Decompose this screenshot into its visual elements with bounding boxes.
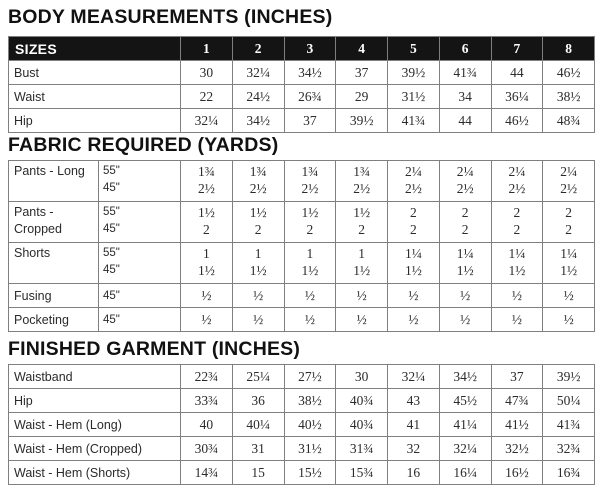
- fusing-size-5: ½: [388, 284, 440, 308]
- waist-hem-cropped-size-3: 31½: [284, 437, 336, 461]
- bust-size-3: 34½: [284, 61, 336, 85]
- pants-cropped-size-5: [388, 202, 440, 243]
- pants-long-size-6: [439, 161, 491, 202]
- waistband-size-8: 39½: [543, 365, 595, 389]
- pants-cropped-size-2: [232, 202, 284, 243]
- pocketing-size-6: ½: [439, 308, 491, 332]
- waist-hem-cropped-size-4: 31¾: [336, 437, 388, 461]
- waistband-size-4: 30: [336, 365, 388, 389]
- fabric-width: 45": [103, 264, 120, 276]
- yardage-55: 2¼: [404, 164, 422, 179]
- waist-hem-shorts-size-5: 16: [388, 461, 440, 485]
- fabric-width: 45": [99, 308, 181, 332]
- waist-hem-long-size-7: 41½: [491, 413, 543, 437]
- waist-hem-shorts-size-2: 15: [232, 461, 284, 485]
- hip-size-6: 44: [439, 109, 491, 133]
- hip-size-4: 39½: [336, 109, 388, 133]
- row-label: Waistband: [9, 365, 181, 389]
- fabric-required-heading: FABRIC REQUIRED (YARDS): [8, 134, 279, 156]
- fusing-size-7: ½: [491, 284, 543, 308]
- bust-size-2: 32¼: [232, 61, 284, 85]
- yardage-55: 2: [565, 205, 572, 220]
- fabric-width: 55": [103, 165, 120, 177]
- yardage-45: 2: [254, 222, 262, 237]
- waist-hem-cropped-size-2: 31: [232, 437, 284, 461]
- pocketing-size-7: ½: [491, 308, 543, 332]
- waistband-row: [9, 365, 595, 389]
- waistband-size-5: 32¼: [388, 365, 440, 389]
- waist-row: [9, 85, 595, 109]
- waist-hem-cropped-size-8: 32¾: [543, 437, 595, 461]
- pocketing-size-2: ½: [232, 308, 284, 332]
- yardage-45: 2½: [249, 181, 267, 196]
- row-label: Shorts: [9, 243, 99, 284]
- yardage-45: 1½: [353, 263, 371, 278]
- waist-hem-cropped-size-1: 30¾: [181, 437, 233, 461]
- yardage-55: 2¼: [560, 164, 578, 179]
- bust-size-5: 39½: [388, 61, 440, 85]
- pocketing-size-1: ½: [181, 308, 233, 332]
- shorts-size-1: [181, 243, 233, 284]
- shorts-size-2: [232, 243, 284, 284]
- hip-size-2: 34½: [232, 109, 284, 133]
- pocketing-size-8: ½: [543, 308, 595, 332]
- waistband-size-6: 34½: [439, 365, 491, 389]
- row-label-line: Cropped: [14, 222, 62, 236]
- pants-long-size-3: [284, 161, 336, 202]
- yardage-55: 1½: [301, 205, 319, 220]
- fabric-widths: [99, 161, 181, 202]
- shorts-size-5: [388, 243, 440, 284]
- yardage-45: 2: [358, 222, 365, 237]
- waist-hem-shorts-row: [9, 461, 595, 485]
- yardage-45: 1½: [404, 263, 422, 278]
- fabric-required-table: [8, 160, 595, 332]
- hip-row: [9, 109, 595, 133]
- row-label: Hip: [9, 109, 181, 133]
- fusing-size-1: ½: [181, 284, 233, 308]
- yardage-55: 1¼: [404, 246, 422, 261]
- yardage-45: 2½: [353, 181, 371, 196]
- waist-hem-cropped-size-5: 32: [388, 437, 440, 461]
- yardage-45: 1½: [508, 263, 526, 278]
- row-label: Pants - Long: [9, 161, 99, 202]
- yardage-45: 2½: [197, 181, 215, 196]
- waist-hem-shorts-size-3: 15½: [284, 461, 336, 485]
- fusing-row: [9, 284, 595, 308]
- yardage-55: 1½: [197, 205, 215, 220]
- fusing-size-2: ½: [232, 284, 284, 308]
- row-label: Fusing: [9, 284, 99, 308]
- size-4-header: 4: [336, 37, 388, 61]
- pants-long-size-8: [543, 161, 595, 202]
- bust-size-4: 37: [336, 61, 388, 85]
- yardage-55: 1¾: [197, 164, 215, 179]
- waist-hem-cropped-size-6: 32¼: [439, 437, 491, 461]
- shorts-size-6: [439, 243, 491, 284]
- shorts-row: [9, 243, 595, 284]
- waist-hem-cropped-size-7: 32½: [491, 437, 543, 461]
- bust-size-6: 41¾: [439, 61, 491, 85]
- row-label: Waist: [9, 85, 181, 109]
- row-label-line: Pants -: [14, 205, 54, 219]
- yardage-55: 1¼: [560, 246, 578, 261]
- yardage-45: 1½: [197, 263, 215, 278]
- fabric-width: 45": [103, 182, 120, 194]
- waistband-size-1: 22¾: [181, 365, 233, 389]
- hip-size-7: 46½: [491, 109, 543, 133]
- yardage-55: 1½: [353, 205, 371, 220]
- waist-hem-long-size-5: 41: [388, 413, 440, 437]
- pocketing-size-5: ½: [388, 308, 440, 332]
- waist-size-4: 29: [336, 85, 388, 109]
- finished-hip-size-4: 40¾: [336, 389, 388, 413]
- size-6-header: 6: [439, 37, 491, 61]
- sizes-header-label: SIZES: [9, 37, 181, 61]
- yardage-55: 1¼: [508, 246, 526, 261]
- shorts-size-7: [491, 243, 543, 284]
- fusing-size-4: ½: [336, 284, 388, 308]
- pants-long-size-2: [232, 161, 284, 202]
- pants-cropped-size-6: [439, 202, 491, 243]
- waistband-size-3: 27½: [284, 365, 336, 389]
- yardage-45: 1½: [560, 263, 578, 278]
- pants-long-row: [9, 161, 595, 202]
- yardage-55: 1¼: [456, 246, 474, 261]
- bust-size-7: 44: [491, 61, 543, 85]
- pocketing-row: [9, 308, 595, 332]
- hip-size-1: 32¼: [181, 109, 233, 133]
- waist-size-2: 24½: [232, 85, 284, 109]
- yardage-45: 1½: [249, 263, 267, 278]
- waist-size-7: 36¼: [491, 85, 543, 109]
- shorts-size-4: [336, 243, 388, 284]
- fabric-width: 45": [99, 284, 181, 308]
- finished-garment-heading: FINISHED GARMENT (INCHES): [8, 338, 301, 360]
- waist-hem-long-size-6: 41¼: [439, 413, 491, 437]
- yardage-45: 2: [461, 222, 469, 237]
- size-3-header: 3: [284, 37, 336, 61]
- waist-hem-long-size-1: 40: [181, 413, 233, 437]
- body-measurements-table: [8, 36, 595, 133]
- yardage-55: 1: [254, 246, 262, 261]
- waist-size-5: 31½: [388, 85, 440, 109]
- pants-long-size-5: [388, 161, 440, 202]
- fabric-widths: [99, 202, 181, 243]
- waist-hem-shorts-size-7: 16½: [491, 461, 543, 485]
- waist-size-6: 34: [439, 85, 491, 109]
- pants-long-size-1: [181, 161, 233, 202]
- pants-long-size-7: [491, 161, 543, 202]
- waist-hem-long-size-2: 40¼: [232, 413, 284, 437]
- fabric-width: 45": [103, 223, 120, 235]
- body-measurements-heading: BODY MEASUREMENTS (INCHES): [8, 6, 333, 28]
- shorts-size-8: [543, 243, 595, 284]
- size-1-header: 1: [181, 37, 233, 61]
- yardage-45: 2½: [404, 181, 422, 196]
- yardage-55: 1¾: [353, 164, 371, 179]
- bust-row: [9, 61, 595, 85]
- waist-size-1: 22: [181, 85, 233, 109]
- hip-size-8: 48¾: [543, 109, 595, 133]
- fabric-width: 55": [103, 247, 120, 259]
- row-label: Waist - Hem (Cropped): [9, 437, 181, 461]
- yardage-55: 1¾: [249, 164, 267, 179]
- finished-garment-table: [8, 364, 595, 485]
- yardage-55: 1½: [249, 205, 267, 220]
- waist-hem-shorts-size-1: 14¾: [181, 461, 233, 485]
- bust-size-1: 30: [181, 61, 233, 85]
- shorts-size-3: [284, 243, 336, 284]
- yardage-45: 2: [306, 222, 314, 237]
- waist-size-3: 26¾: [284, 85, 336, 109]
- finished-hip-size-2: 36: [232, 389, 284, 413]
- yardage-45: 1½: [301, 263, 319, 278]
- waist-hem-long-size-4: 40¾: [336, 413, 388, 437]
- pocketing-size-4: ½: [336, 308, 388, 332]
- size-5-header: 5: [388, 37, 440, 61]
- yardage-45: 2½: [560, 181, 578, 196]
- pocketing-size-3: ½: [284, 308, 336, 332]
- yardage-45: 2: [565, 222, 572, 237]
- bust-size-8: 46½: [543, 61, 595, 85]
- yardage-55: 1: [358, 246, 365, 261]
- yardage-55: 2: [461, 205, 469, 220]
- row-label: Hip: [9, 389, 181, 413]
- waist-size-8: 38½: [543, 85, 595, 109]
- waist-hem-cropped-row: [9, 437, 595, 461]
- finished-hip-size-1: 33¾: [181, 389, 233, 413]
- fusing-size-3: ½: [284, 284, 336, 308]
- yardage-45: 2½: [456, 181, 474, 196]
- waist-hem-shorts-size-6: 16¼: [439, 461, 491, 485]
- waist-hem-shorts-size-8: 16¾: [543, 461, 595, 485]
- yardage-45: 2: [203, 222, 210, 237]
- pants-cropped-size-3: [284, 202, 336, 243]
- finished-hip-size-6: 45½: [439, 389, 491, 413]
- yardage-45: 1½: [456, 263, 474, 278]
- pants-cropped-size-8: [543, 202, 595, 243]
- yardage-55: 2¼: [456, 164, 474, 179]
- yardage-55: 2: [410, 205, 417, 220]
- pants-cropped-size-4: [336, 202, 388, 243]
- yardage-55: 2: [513, 205, 521, 220]
- waist-hem-long-row: [9, 413, 595, 437]
- finished-hip-size-7: 47¾: [491, 389, 543, 413]
- size-8-header: 8: [543, 37, 595, 61]
- waist-hem-long-size-8: 41¾: [543, 413, 595, 437]
- pants-cropped-size-7: [491, 202, 543, 243]
- sizes-header-row: [9, 37, 595, 61]
- yardage-45: 2: [410, 222, 417, 237]
- finished-hip-row: [9, 389, 595, 413]
- waist-hem-long-size-3: 40½: [284, 413, 336, 437]
- waist-hem-shorts-size-4: 15¾: [336, 461, 388, 485]
- size-7-header: 7: [491, 37, 543, 61]
- finished-hip-size-3: 38½: [284, 389, 336, 413]
- yardage-45: 2½: [301, 181, 319, 196]
- hip-size-5: 41¾: [388, 109, 440, 133]
- yardage-55: 1: [306, 246, 314, 261]
- waistband-size-7: 37: [491, 365, 543, 389]
- finished-hip-size-8: 50¼: [543, 389, 595, 413]
- row-label: Waist - Hem (Shorts): [9, 461, 181, 485]
- fabric-width: 55": [103, 206, 120, 218]
- yardage-55: 1¾: [301, 164, 319, 179]
- yardage-45: 2½: [508, 181, 526, 196]
- row-label: Bust: [9, 61, 181, 85]
- waistband-size-2: 25¼: [232, 365, 284, 389]
- finished-hip-size-5: 43: [388, 389, 440, 413]
- yardage-55: 1: [203, 246, 210, 261]
- row-label: Waist - Hem (Long): [9, 413, 181, 437]
- yardage-55: 2¼: [508, 164, 526, 179]
- pants-cropped-row: [9, 202, 595, 243]
- fabric-widths: [99, 243, 181, 284]
- hip-size-3: 37: [284, 109, 336, 133]
- row-label: [9, 202, 99, 243]
- fusing-size-8: ½: [543, 284, 595, 308]
- row-label: Pocketing: [9, 308, 99, 332]
- fusing-size-6: ½: [439, 284, 491, 308]
- pants-long-size-4: [336, 161, 388, 202]
- yardage-45: 2: [513, 222, 521, 237]
- size-2-header: 2: [232, 37, 284, 61]
- pants-cropped-size-1: [181, 202, 233, 243]
